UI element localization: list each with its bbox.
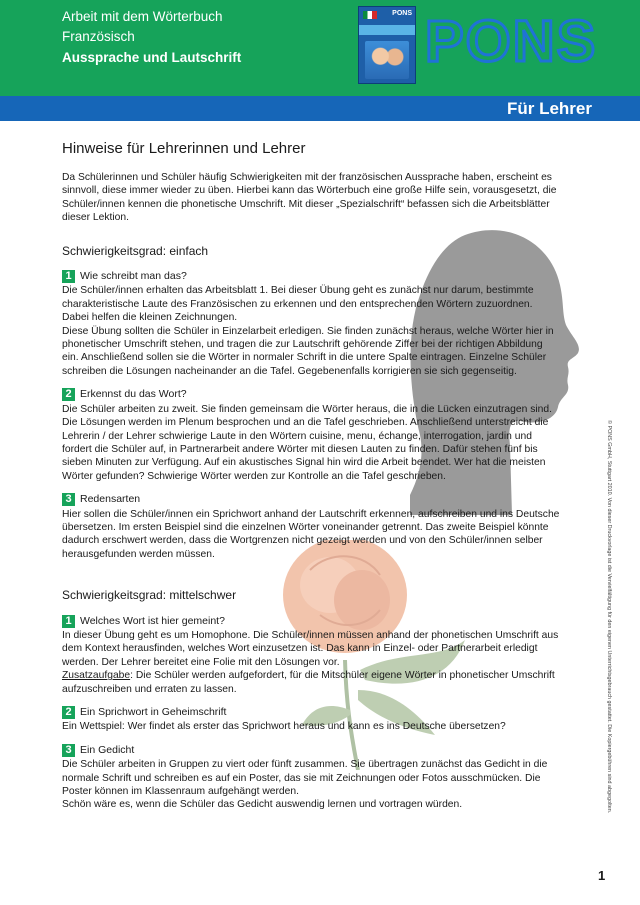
task-title: Redensarten — [80, 493, 141, 506]
dictionary-cover-image — [358, 6, 416, 84]
pons-logo: PONS — [425, 9, 598, 74]
audience-label: Für Lehrer — [506, 99, 592, 118]
main-content — [62, 140, 562, 812]
task-title: Erkennst du das Wort? — [80, 388, 187, 401]
task-medium-2 — [62, 706, 562, 734]
task-title: Wie schreibt man das? — [80, 270, 187, 283]
page-number: 1 — [598, 868, 606, 883]
task-text: Die Schüler arbeiten zu zweit. Sie finden gemeinsam die Wörter heraus, die in die Lücken einzutragen sind. Die Lösungen werden im Plenum besprochen und an die Tafel geschrieben. Anschließend unterstreicht die Lehrerin / der Lehrer schwierige Laute in den Wörtern cuisine, menu, échange, interrogation, jardin und fordert die Schüler auf, in Partnerarbeit andere Wörter mit diesen Lauten zu finden. Dafür stehen fünf bis sieben Minuten zur Verfügung. Auf ein akustisches Signal hin wird die Arbeit beendet. Wer hat die meisten Wörter gefunden? Schwierige Wörter werden zur Kontrolle an die Tafel geschrieben. — [62, 403, 552, 482]
task-text: Die Schüler arbeiten in Gruppen zu viert oder fünft zusammen. Sie übertragen zunächst das Gedicht in die normale Schrift und schreiben es auf ein Poster, das sie mit Zeichnungen oder Fotos ausschmücken. Die Poster können im Klassenraum aufgehängt werden. Schön wäre es, wenn die Schüler das Gedicht auswendig lernen und vortragen würden. — [62, 759, 548, 811]
task-text: In dieser Übung geht es um Homophone. Die Schüler/innen müssen anhand der phonetischen Umschrift aus dem Kontext herausfinden, welches Wort einzusetzen ist. Das kann in Einzel- oder Partnerarbeit erledigt werden. Der Lehrer bereitet eine Folie mit den Lösungen vor. — [62, 629, 559, 668]
task-number-badge: 3 — [62, 493, 75, 506]
level-heading-easy: Schwierigkeitsgrad: einfach — [62, 243, 209, 258]
header-language: Französisch — [62, 29, 135, 44]
task-number-badge: 1 — [62, 615, 75, 628]
cover-photo — [365, 41, 409, 79]
task-text: Ein Wettspiel: Wer findet als erster das Sprichwort heraus und kann es ins Deutsche übersetzen? — [62, 721, 506, 733]
task-title: Welches Wort ist hier gemeint? — [80, 614, 225, 627]
task-easy-2 — [62, 388, 562, 483]
copyright-notice — [604, 420, 618, 840]
task-easy-3 — [62, 493, 562, 561]
task-medium-3 — [62, 744, 562, 812]
task-number-badge: 1 — [62, 270, 75, 283]
task-number-badge: 3 — [62, 744, 75, 757]
task-easy-1 — [62, 270, 562, 378]
task-extra — [62, 669, 562, 696]
header-series-title: Arbeit mit dem Wörterbuch — [62, 9, 223, 24]
book-brand: PONS — [392, 10, 412, 17]
page-title: Hinweise für Lehrerinnen und Lehrer — [62, 140, 306, 157]
extra-text: : Die Schüler werden aufgefordert, für die Mitschüler eigene Wörter in phonetischer Umschrift aufzuschreiben und erraten zu lassen. — [62, 670, 555, 695]
copyright-text: © PONS GmbH, Stuttgart 2010. Von dieser Druckvorlage ist die Vervielfältigung für den eigenen Unterrichtsgebrauch gestattet. Die Kopiergebühren sind abgegolten. — [606, 420, 612, 814]
task-text: Die Schüler/innen erhalten das Arbeitsblatt 1. Bei dieser Übung geht es zunächst nur darum, bestimmte charakteristische Laute des Französischen zu erkennen und den entsprechenden Wörtern zuzuordnen. Dabei helfen die kleinen Zeichnungen. Diese Übung sollten die Schüler in Einzelarbeit erledigen. Sie finden zunächst heraus, welche Wörter hier in phonetischer Umschrift stehen, und tragen die zur Lautschrift gehörende Ziffer bei der richtigen Abbildung ein. Anschließend sollen sie die Wörter in normaler Schrift in die untere Spalte eintragen. Einzelne Schüler schreiben die Lösungen nacheinander an die Tafel. Gegebenenfalls korrigieren sie sich gegenseitig. — [62, 285, 554, 377]
task-text: Hier sollen die Schüler/innen ein Sprichwort anhand der Lautschrift erkennen, aufschreiben und ins Deutsche übersetzen. Im ersten Beispiel sind die einzelnen Wörter voneinander getrennt. Das zweite Beispiel könnte dadurch erschwert werden, dass die Wortgrenzen nicht gezeigt werden und von den Schüler/innen selber herausgefunden werden müssen. — [62, 508, 560, 560]
task-number-badge: 2 — [62, 706, 75, 719]
header-topic: Aussprache und Lautschrift — [62, 50, 242, 65]
intro-paragraph: Da Schülerinnen und Schüler häufig Schwierigkeiten mit der französischen Aussprache haben, erscheint es sinnvoll, diese immer wieder zu üben. Hierbei kann das Wörterbuch eine große Hilfe sein, vorausgesetzt, die Schüler/innen kennen die phonetische Umschrift. Mit dieser „Spezialschrift“ befassen sich die Arbeitsblätter dieser Lektion. — [62, 172, 557, 224]
task-number-badge: 2 — [62, 388, 75, 401]
level-heading-medium: Schwierigkeitsgrad: mittelschwer — [62, 588, 237, 603]
header-banner — [0, 0, 640, 96]
audience-bar — [0, 96, 640, 121]
task-medium-1 — [62, 615, 562, 696]
flag-icon — [363, 11, 377, 19]
task-title: Ein Sprichwort in Geheimschrift — [80, 706, 227, 718]
extra-label: Zusatzaufgabe — [62, 670, 131, 682]
task-title: Ein Gedicht — [80, 743, 135, 756]
